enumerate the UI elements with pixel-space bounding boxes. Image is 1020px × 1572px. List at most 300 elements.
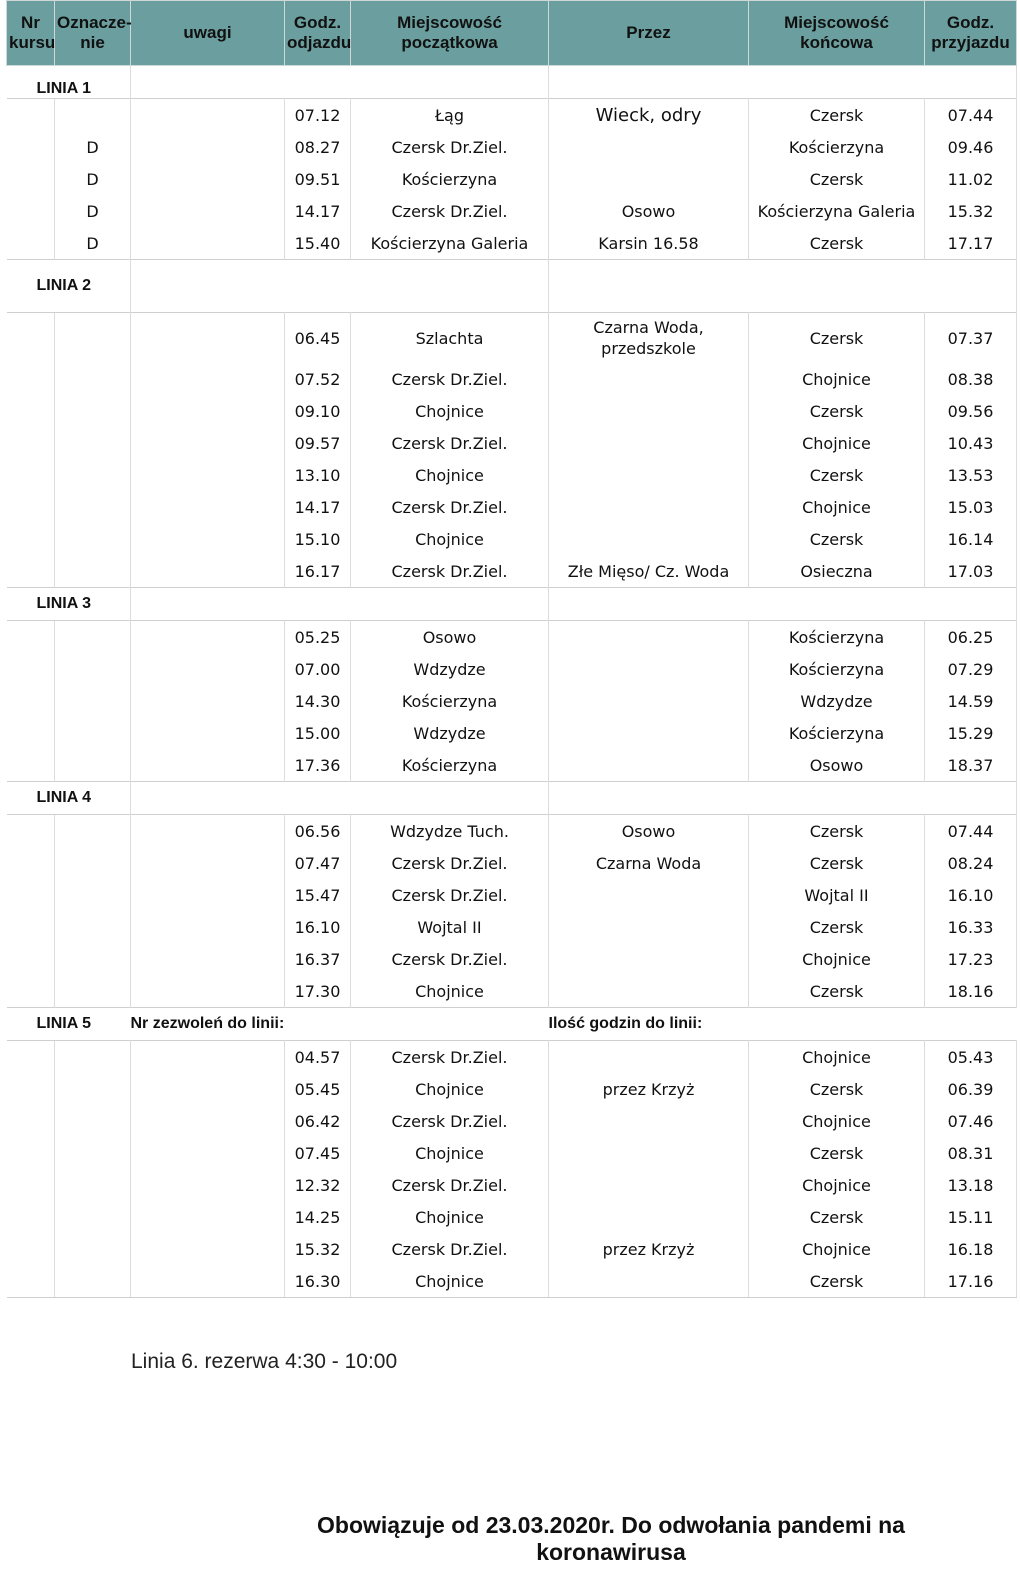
table-row xyxy=(7,313,1017,364)
uwagi-cell xyxy=(131,653,285,685)
start-cell: Kościerzyna xyxy=(351,163,549,195)
start-cell: Łąg xyxy=(351,99,549,132)
uwagi-cell xyxy=(131,491,285,523)
oznaczenie-cell xyxy=(55,685,131,717)
odjazd-cell: 07.00 xyxy=(285,653,351,685)
oznaczenie-cell xyxy=(55,491,131,523)
end-cell: Czersk xyxy=(749,847,925,879)
start-cell: Czersk Dr.Ziel. xyxy=(351,847,549,879)
przez-cell: Złe Mięso/ Cz. Woda xyxy=(549,555,749,588)
odjazd-cell: 07.45 xyxy=(285,1137,351,1169)
przyjazd-cell: 17.03 xyxy=(925,555,1017,588)
start-cell: Chojnice xyxy=(351,395,549,427)
table-row xyxy=(7,1169,1017,1201)
przez-cell xyxy=(549,621,749,654)
przyjazd-cell: 08.38 xyxy=(925,363,1017,395)
start-cell: Chojnice xyxy=(351,1265,549,1298)
line-header-row xyxy=(7,782,1017,815)
line-label: LINIA 4 xyxy=(7,782,131,815)
nr-kursu-cell xyxy=(7,163,55,195)
line-header-row xyxy=(7,66,1017,99)
table-row xyxy=(7,99,1017,132)
table-row xyxy=(7,1073,1017,1105)
przez-cell xyxy=(549,1137,749,1169)
uwagi-cell xyxy=(131,943,285,975)
uwagi-cell xyxy=(131,1105,285,1137)
przyjazd-cell: 13.53 xyxy=(925,459,1017,491)
nr-kursu-cell xyxy=(7,621,55,654)
end-cell: Czersk xyxy=(749,227,925,260)
przez-cell: Wieck, odry xyxy=(549,99,749,132)
odjazd-cell: 07.52 xyxy=(285,363,351,395)
end-cell: Czersk xyxy=(749,395,925,427)
przyjazd-cell: 05.43 xyxy=(925,1041,1017,1074)
table-row xyxy=(7,1041,1017,1074)
odjazd-cell: 15.40 xyxy=(285,227,351,260)
uwagi-cell xyxy=(131,621,285,654)
przez-cell: przez Krzyż xyxy=(549,1233,749,1265)
oznaczenie-cell xyxy=(55,653,131,685)
odjazd-cell: 08.27 xyxy=(285,131,351,163)
start-cell: Wdzydze Tuch. xyxy=(351,815,549,848)
oznaczenie-cell xyxy=(55,879,131,911)
start-cell: Chojnice xyxy=(351,975,549,1008)
start-cell: Czersk Dr.Ziel. xyxy=(351,1169,549,1201)
table-row xyxy=(7,459,1017,491)
header-nr-kursu: Nr kursu xyxy=(7,1,55,66)
oznaczenie-cell xyxy=(55,749,131,782)
reserve-note: Linia 6. rezerwa 4:30 - 10:00 xyxy=(131,1350,398,1373)
end-cell: Kościerzyna xyxy=(749,653,925,685)
odjazd-cell: 06.42 xyxy=(285,1105,351,1137)
przyjazd-cell: 10.43 xyxy=(925,427,1017,459)
przyjazd-cell: 15.03 xyxy=(925,491,1017,523)
przyjazd-cell: 15.11 xyxy=(925,1201,1017,1233)
table-row xyxy=(7,621,1017,654)
nr-kursu-cell xyxy=(7,427,55,459)
oznaczenie-cell xyxy=(55,1137,131,1169)
oznaczenie-cell xyxy=(55,1073,131,1105)
nr-kursu-cell xyxy=(7,815,55,848)
oznaczenie-cell xyxy=(55,459,131,491)
przyjazd-cell: 08.31 xyxy=(925,1137,1017,1169)
przez-cell: Osowo xyxy=(549,195,749,227)
odjazd-cell: 07.47 xyxy=(285,847,351,879)
oznaczenie-cell xyxy=(55,847,131,879)
przez-cell xyxy=(549,749,749,782)
przyjazd-cell: 08.24 xyxy=(925,847,1017,879)
odjazd-cell: 12.32 xyxy=(285,1169,351,1201)
oznaczenie-cell xyxy=(55,1169,131,1201)
oznaczenie-cell xyxy=(55,621,131,654)
start-cell: Czersk Dr.Ziel. xyxy=(351,131,549,163)
line-header-row xyxy=(7,588,1017,621)
table-row xyxy=(7,717,1017,749)
end-cell: Czersk xyxy=(749,313,925,364)
nr-kursu-cell xyxy=(7,227,55,260)
odjazd-cell: 05.45 xyxy=(285,1073,351,1105)
nr-kursu-cell xyxy=(7,911,55,943)
end-cell: Czersk xyxy=(749,1265,925,1298)
end-cell: Czersk xyxy=(749,523,925,555)
odjazd-cell: 16.37 xyxy=(285,943,351,975)
uwagi-cell xyxy=(131,717,285,749)
przyjazd-cell: 17.17 xyxy=(925,227,1017,260)
table-row xyxy=(7,1233,1017,1265)
nr-kursu-cell xyxy=(7,99,55,132)
start-cell: Kościerzyna xyxy=(351,749,549,782)
przyjazd-cell: 18.37 xyxy=(925,749,1017,782)
odjazd-cell: 05.25 xyxy=(285,621,351,654)
table-row xyxy=(7,1105,1017,1137)
table-row xyxy=(7,131,1017,163)
table-row xyxy=(7,1137,1017,1169)
table-row xyxy=(7,847,1017,879)
odjazd-cell: 15.10 xyxy=(285,523,351,555)
przyjazd-cell: 14.59 xyxy=(925,685,1017,717)
uwagi-cell xyxy=(131,685,285,717)
oznaczenie-cell: D xyxy=(55,131,131,163)
line-spacer xyxy=(131,588,549,621)
przyjazd-cell: 06.39 xyxy=(925,1073,1017,1105)
przyjazd-cell: 09.46 xyxy=(925,131,1017,163)
przez-cell xyxy=(549,523,749,555)
odjazd-cell: 06.45 xyxy=(285,313,351,364)
table-row xyxy=(7,555,1017,588)
uwagi-cell xyxy=(131,99,285,132)
przez-cell: przez Krzyż xyxy=(549,1073,749,1105)
przyjazd-cell: 06.25 xyxy=(925,621,1017,654)
line-spacer xyxy=(131,66,549,99)
table-row xyxy=(7,653,1017,685)
przyjazd-cell: 16.14 xyxy=(925,523,1017,555)
nr-kursu-cell xyxy=(7,943,55,975)
przez-cell xyxy=(549,1265,749,1298)
przyjazd-cell: 09.56 xyxy=(925,395,1017,427)
oznaczenie-cell xyxy=(55,395,131,427)
line-spacer xyxy=(549,260,1017,313)
przyjazd-cell: 17.23 xyxy=(925,943,1017,975)
odjazd-cell: 09.51 xyxy=(285,163,351,195)
uwagi-cell xyxy=(131,523,285,555)
table-row xyxy=(7,879,1017,911)
uwagi-cell xyxy=(131,427,285,459)
nr-kursu-cell xyxy=(7,1073,55,1105)
nr-kursu-cell xyxy=(7,491,55,523)
end-cell: Chojnice xyxy=(749,1169,925,1201)
nr-kursu-cell xyxy=(7,1233,55,1265)
nr-kursu-cell xyxy=(7,1041,55,1074)
przyjazd-cell: 07.46 xyxy=(925,1105,1017,1137)
oznaczenie-cell xyxy=(55,1265,131,1298)
nr-kursu-cell xyxy=(7,1201,55,1233)
start-cell: Wojtal II xyxy=(351,911,549,943)
uwagi-cell xyxy=(131,879,285,911)
line-header-row xyxy=(7,1008,1017,1041)
start-cell: Kościerzyna Galeria xyxy=(351,227,549,260)
odjazd-cell: 16.10 xyxy=(285,911,351,943)
przez-cell xyxy=(549,363,749,395)
uwagi-cell xyxy=(131,1265,285,1298)
uwagi-cell xyxy=(131,975,285,1008)
uwagi-cell xyxy=(131,749,285,782)
przez-cell xyxy=(549,1201,749,1233)
odjazd-cell: 17.36 xyxy=(285,749,351,782)
nr-kursu-cell xyxy=(7,195,55,227)
odjazd-cell: 14.25 xyxy=(285,1201,351,1233)
nr-kursu-cell xyxy=(7,1137,55,1169)
nr-kursu-cell xyxy=(7,131,55,163)
start-cell: Czersk Dr.Ziel. xyxy=(351,943,549,975)
start-cell: Czersk Dr.Ziel. xyxy=(351,1041,549,1074)
nr-kursu-cell xyxy=(7,1105,55,1137)
start-cell: Czersk Dr.Ziel. xyxy=(351,555,549,588)
nr-kursu-cell xyxy=(7,879,55,911)
table-row xyxy=(7,975,1017,1008)
oznaczenie-cell xyxy=(55,815,131,848)
przez-cell xyxy=(549,131,749,163)
odjazd-cell: 14.17 xyxy=(285,491,351,523)
table-row xyxy=(7,163,1017,195)
uwagi-cell xyxy=(131,163,285,195)
oznaczenie-cell xyxy=(55,1105,131,1137)
table-row xyxy=(7,195,1017,227)
table-row xyxy=(7,227,1017,260)
end-cell: Czersk xyxy=(749,911,925,943)
przez-cell: Osowo xyxy=(549,815,749,848)
header-row xyxy=(7,1,1017,66)
table-row xyxy=(7,815,1017,848)
przyjazd-cell: 13.18 xyxy=(925,1169,1017,1201)
oznaczenie-cell: D xyxy=(55,163,131,195)
end-cell: Chojnice xyxy=(749,1233,925,1265)
przez-cell xyxy=(549,717,749,749)
end-cell: Czersk xyxy=(749,1201,925,1233)
odjazd-cell: 17.30 xyxy=(285,975,351,1008)
odjazd-cell: 09.10 xyxy=(285,395,351,427)
table-row xyxy=(7,427,1017,459)
start-cell: Chojnice xyxy=(351,523,549,555)
line-spacer xyxy=(549,588,1017,621)
table-row xyxy=(7,1265,1017,1298)
nr-kursu-cell xyxy=(7,749,55,782)
nr-kursu-cell xyxy=(7,717,55,749)
start-cell: Wdzydze xyxy=(351,653,549,685)
table-row xyxy=(7,911,1017,943)
przyjazd-cell: 07.44 xyxy=(925,815,1017,848)
start-cell: Wdzydze xyxy=(351,717,549,749)
end-cell: Kościerzyna xyxy=(749,131,925,163)
end-cell: Czersk xyxy=(749,163,925,195)
end-cell: Chojnice xyxy=(749,943,925,975)
end-cell: Kościerzyna Galeria xyxy=(749,195,925,227)
hours-label: Ilość godzin do linii: xyxy=(549,1008,1017,1041)
odjazd-cell: 16.30 xyxy=(285,1265,351,1298)
odjazd-cell: 14.30 xyxy=(285,685,351,717)
header-end: Miejscowość końcowa xyxy=(749,1,925,66)
uwagi-cell xyxy=(131,1169,285,1201)
oznaczenie-cell xyxy=(55,943,131,975)
end-cell: Chojnice xyxy=(749,491,925,523)
przyjazd-cell: 16.33 xyxy=(925,911,1017,943)
przez-cell xyxy=(549,1041,749,1074)
uwagi-cell xyxy=(131,1041,285,1074)
timetable xyxy=(6,0,1017,1298)
oznaczenie-cell xyxy=(55,1233,131,1265)
nr-kursu-cell xyxy=(7,975,55,1008)
nr-kursu-cell xyxy=(7,1265,55,1298)
przyjazd-cell: 17.16 xyxy=(925,1265,1017,1298)
oznaczenie-cell xyxy=(55,1201,131,1233)
end-cell: Osieczna xyxy=(749,555,925,588)
end-cell: Czersk xyxy=(749,459,925,491)
start-cell: Chojnice xyxy=(351,459,549,491)
przyjazd-cell: 07.44 xyxy=(925,99,1017,132)
oznaczenie-cell xyxy=(55,523,131,555)
nr-kursu-cell xyxy=(7,459,55,491)
przyjazd-cell: 11.02 xyxy=(925,163,1017,195)
oznaczenie-cell xyxy=(55,1041,131,1074)
line-spacer xyxy=(549,66,1017,99)
przyjazd-cell: 15.29 xyxy=(925,717,1017,749)
przez-cell xyxy=(549,685,749,717)
start-cell: Czersk Dr.Ziel. xyxy=(351,879,549,911)
uwagi-cell xyxy=(131,911,285,943)
przez-cell xyxy=(549,427,749,459)
odjazd-cell: 14.17 xyxy=(285,195,351,227)
odjazd-cell: 06.56 xyxy=(285,815,351,848)
oznaczenie-cell xyxy=(55,313,131,364)
end-cell: Czersk xyxy=(749,99,925,132)
uwagi-cell xyxy=(131,395,285,427)
przez-cell xyxy=(549,879,749,911)
end-cell: Czersk xyxy=(749,1073,925,1105)
oznaczenie-cell xyxy=(55,911,131,943)
odjazd-cell: 04.57 xyxy=(285,1041,351,1074)
end-cell: Chojnice xyxy=(749,427,925,459)
end-cell: Wdzydze xyxy=(749,685,925,717)
uwagi-cell xyxy=(131,363,285,395)
table-row xyxy=(7,363,1017,395)
nr-kursu-cell xyxy=(7,555,55,588)
uwagi-cell xyxy=(131,847,285,879)
end-cell: Kościerzyna xyxy=(749,717,925,749)
przyjazd-cell: 16.18 xyxy=(925,1233,1017,1265)
start-cell: Czersk Dr.Ziel. xyxy=(351,363,549,395)
odjazd-cell: 16.17 xyxy=(285,555,351,588)
nr-kursu-cell xyxy=(7,1169,55,1201)
end-cell: Chojnice xyxy=(749,1041,925,1074)
start-cell: Chojnice xyxy=(351,1201,549,1233)
nr-kursu-cell xyxy=(7,653,55,685)
oznaczenie-cell xyxy=(55,363,131,395)
uwagi-cell xyxy=(131,1233,285,1265)
end-cell: Czersk xyxy=(749,975,925,1008)
przez-cell: Czarna Woda, przedszkole xyxy=(549,313,749,364)
end-cell: Wojtal II xyxy=(749,879,925,911)
przyjazd-cell: 07.29 xyxy=(925,653,1017,685)
start-cell: Czersk Dr.Ziel. xyxy=(351,427,549,459)
przyjazd-cell: 07.37 xyxy=(925,313,1017,364)
nr-kursu-cell xyxy=(7,847,55,879)
przez-cell xyxy=(549,975,749,1008)
header-przyjazd: Godz. przyjazdu xyxy=(925,1,1017,66)
start-cell: Czersk Dr.Ziel. xyxy=(351,1233,549,1265)
przez-cell xyxy=(549,1169,749,1201)
table-row xyxy=(7,685,1017,717)
line-label: LINIA 5 xyxy=(7,1008,131,1041)
end-cell: Osowo xyxy=(749,749,925,782)
przez-cell xyxy=(549,911,749,943)
end-cell: Chojnice xyxy=(749,1105,925,1137)
przyjazd-cell: 15.32 xyxy=(925,195,1017,227)
table-row xyxy=(7,1201,1017,1233)
uwagi-cell xyxy=(131,1073,285,1105)
oznaczenie-cell xyxy=(55,717,131,749)
line-spacer xyxy=(131,260,549,313)
nr-kursu-cell xyxy=(7,363,55,395)
nr-kursu-cell xyxy=(7,313,55,364)
timetable-body xyxy=(7,66,1017,1298)
line-spacer xyxy=(131,782,549,815)
oznaczenie-cell xyxy=(55,975,131,1008)
header-odjazd: Godz. odjazdu xyxy=(285,1,351,66)
przez-cell xyxy=(549,653,749,685)
permit-label: Nr zezwoleń do linii: xyxy=(131,1008,549,1041)
start-cell: Chojnice xyxy=(351,1137,549,1169)
przez-cell: Czarna Woda xyxy=(549,847,749,879)
oznaczenie-cell xyxy=(55,99,131,132)
przez-cell xyxy=(549,163,749,195)
odjazd-cell: 13.10 xyxy=(285,459,351,491)
oznaczenie-cell: D xyxy=(55,227,131,260)
end-cell: Chojnice xyxy=(749,363,925,395)
line-header-row xyxy=(7,260,1017,313)
uwagi-cell xyxy=(131,815,285,848)
uwagi-cell xyxy=(131,1137,285,1169)
header-oznaczenie: Oznacze-nie xyxy=(55,1,131,66)
odjazd-cell: 15.32 xyxy=(285,1233,351,1265)
line-label: LINIA 3 xyxy=(7,588,131,621)
przez-cell xyxy=(549,943,749,975)
table-row xyxy=(7,749,1017,782)
odjazd-cell: 07.12 xyxy=(285,99,351,132)
odjazd-cell: 09.57 xyxy=(285,427,351,459)
start-cell: Chojnice xyxy=(351,1073,549,1105)
header-przez: Przez xyxy=(549,1,749,66)
uwagi-cell xyxy=(131,1201,285,1233)
end-cell: Czersk xyxy=(749,1137,925,1169)
uwagi-cell xyxy=(131,459,285,491)
przez-cell xyxy=(549,395,749,427)
oznaczenie-cell: D xyxy=(55,195,131,227)
line-label: LINIA 1 xyxy=(7,66,131,99)
start-cell: Czersk Dr.Ziel. xyxy=(351,195,549,227)
odjazd-cell: 15.47 xyxy=(285,879,351,911)
start-cell: Czersk Dr.Ziel. xyxy=(351,491,549,523)
przez-cell xyxy=(549,1105,749,1137)
line-label: LINIA 2 xyxy=(7,260,131,313)
uwagi-cell xyxy=(131,195,285,227)
odjazd-cell: 15.00 xyxy=(285,717,351,749)
oznaczenie-cell xyxy=(55,427,131,459)
uwagi-cell xyxy=(131,555,285,588)
end-cell: Kościerzyna xyxy=(749,621,925,654)
przyjazd-cell: 16.10 xyxy=(925,879,1017,911)
przez-cell xyxy=(549,459,749,491)
start-cell: Kościerzyna xyxy=(351,685,549,717)
table-row xyxy=(7,523,1017,555)
